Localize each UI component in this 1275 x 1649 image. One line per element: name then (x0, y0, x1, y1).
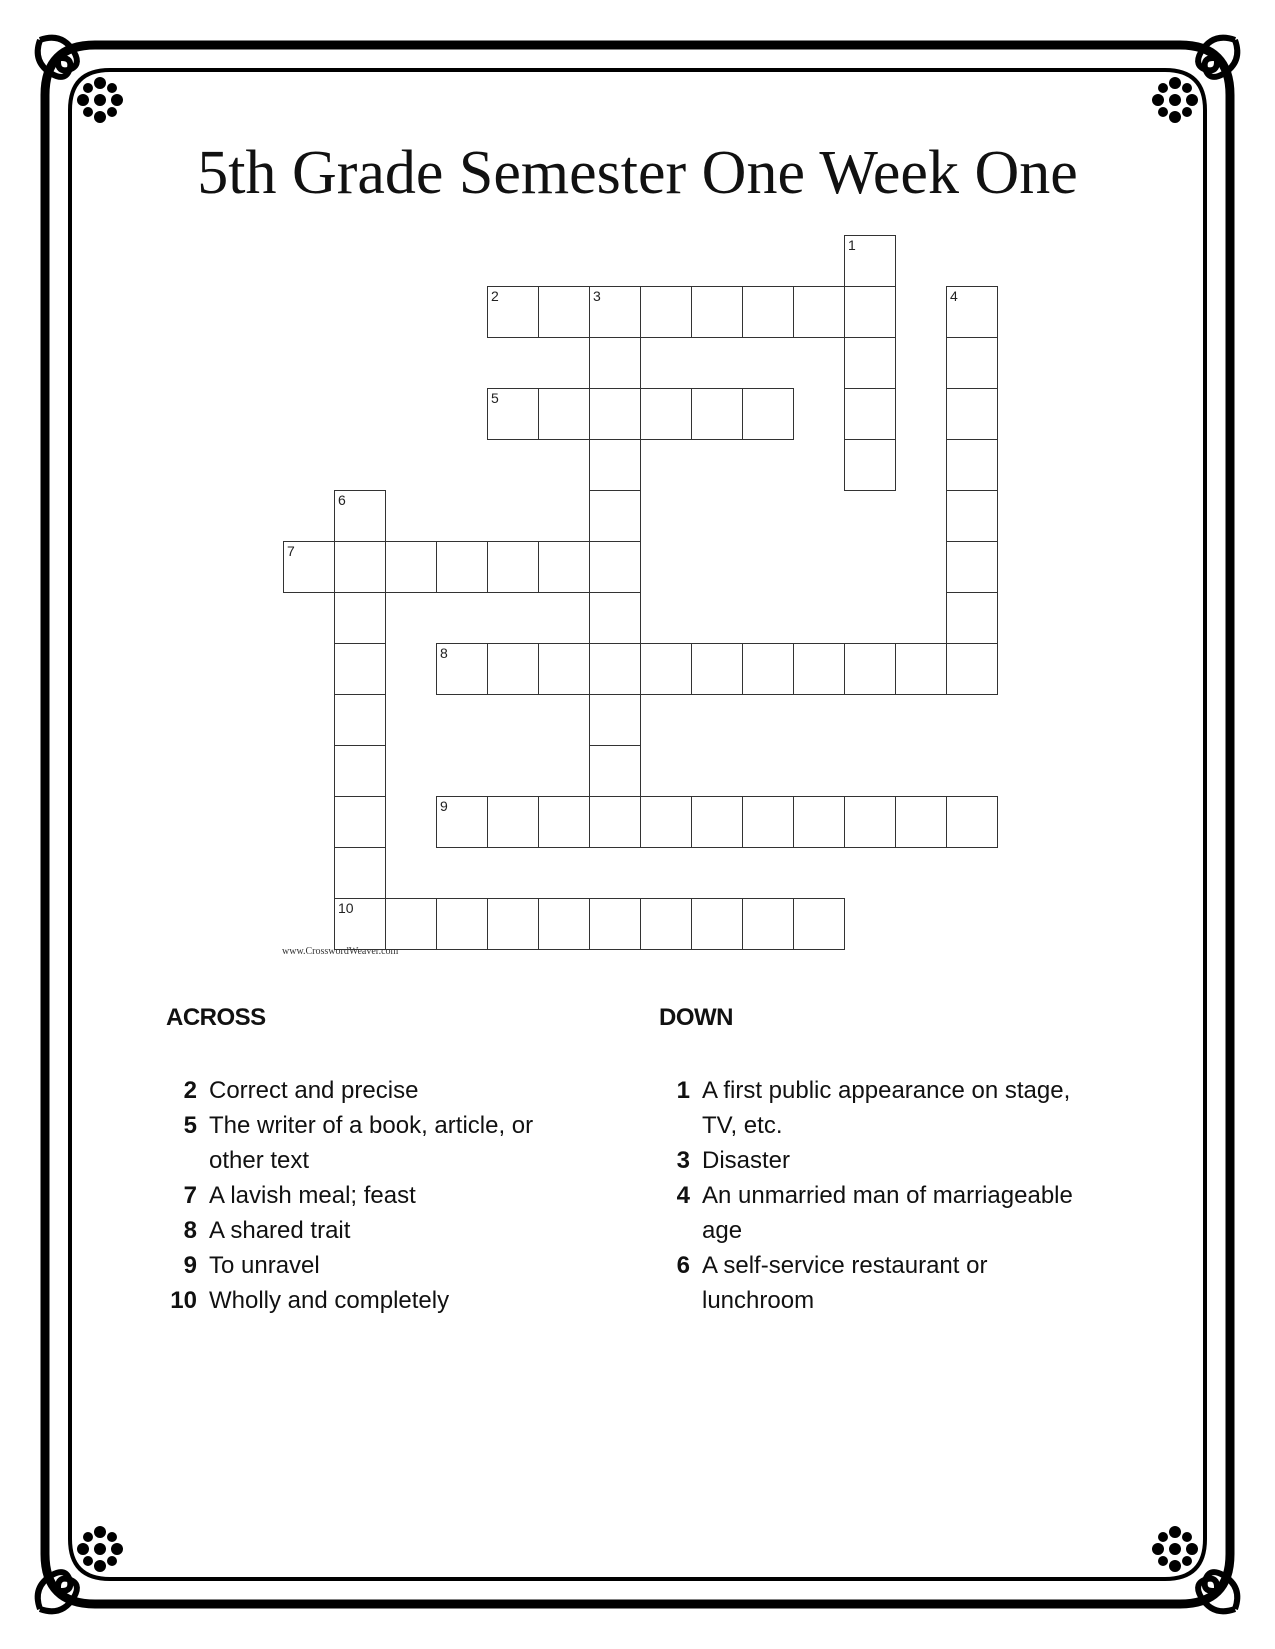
grid-cell[interactable] (844, 235, 896, 287)
grid-cell[interactable] (691, 643, 743, 695)
grid-cell[interactable] (946, 796, 998, 848)
grid-cell[interactable] (487, 286, 539, 338)
grid-cell[interactable] (385, 898, 437, 950)
grid-cell[interactable] (334, 694, 386, 746)
grid-cell[interactable] (538, 643, 590, 695)
clue-text: A first public appearance on stage, TV, etc. (702, 1077, 1071, 1139)
grid-cell[interactable] (691, 796, 743, 848)
grid-cell[interactable] (640, 286, 692, 338)
down-clue-list (655, 1073, 1075, 1318)
grid-cell[interactable] (589, 286, 641, 338)
grid-cell[interactable] (589, 592, 641, 644)
clue-number-label: 9 (440, 798, 448, 814)
grid-cell[interactable] (334, 898, 386, 950)
grid-cell[interactable] (946, 439, 998, 491)
grid-cell[interactable] (589, 643, 641, 695)
clue-number-label: 3 (593, 288, 601, 304)
grid-cell[interactable] (487, 541, 539, 593)
grid-cell[interactable] (589, 694, 641, 746)
grid-cell[interactable] (589, 337, 641, 389)
grid-cell[interactable] (844, 439, 896, 491)
clue-text: To unravel (209, 1252, 320, 1279)
grid-cell[interactable] (487, 643, 539, 695)
down-clue (655, 1143, 1075, 1178)
grid-cell[interactable] (691, 286, 743, 338)
grid-cell[interactable] (946, 337, 998, 389)
clue-number-label: 6 (338, 492, 346, 508)
clue-text: An unmarried man of marriageable age (702, 1182, 1073, 1244)
across-heading: ACROSS (166, 1004, 266, 1031)
across-clue (162, 1073, 582, 1108)
grid-cell[interactable] (436, 796, 488, 848)
grid-cell[interactable] (793, 286, 845, 338)
grid-cell[interactable] (487, 898, 539, 950)
clue-text: Wholly and completely (209, 1287, 450, 1314)
grid-cell[interactable] (538, 541, 590, 593)
clue-number: 7 (183, 1182, 197, 1209)
down-clue (655, 1248, 1075, 1318)
grid-cell[interactable] (946, 592, 998, 644)
grid-cell[interactable] (538, 286, 590, 338)
grid-cell[interactable] (946, 490, 998, 542)
grid-cell[interactable] (334, 847, 386, 899)
grid-cell[interactable] (946, 388, 998, 440)
grid-cell[interactable] (589, 541, 641, 593)
across-clue (162, 1178, 582, 1213)
clue-number: 3 (676, 1147, 690, 1174)
down-heading: DOWN (659, 1004, 733, 1031)
credit-text: www.CrosswordWeaver.com (282, 946, 399, 957)
grid-cell[interactable] (946, 643, 998, 695)
grid-cell[interactable] (589, 898, 641, 950)
clue-number: 5 (183, 1112, 197, 1139)
grid-cell[interactable] (640, 796, 692, 848)
grid-cell[interactable] (946, 286, 998, 338)
clue-number: 2 (183, 1077, 197, 1104)
grid-cell[interactable] (589, 745, 641, 797)
grid-cell[interactable] (742, 898, 794, 950)
across-clue (162, 1213, 582, 1248)
grid-cell[interactable] (691, 388, 743, 440)
grid-cell[interactable] (334, 796, 386, 848)
grid-cell[interactable] (589, 388, 641, 440)
clue-number-label: 4 (950, 288, 958, 304)
clue-number-label: 1 (848, 237, 856, 253)
grid-cell[interactable] (742, 388, 794, 440)
clue-text: Disaster (702, 1147, 791, 1174)
grid-cell[interactable] (538, 388, 590, 440)
grid-cell[interactable] (895, 796, 947, 848)
down-clue (655, 1073, 1075, 1143)
grid-cell[interactable] (589, 439, 641, 491)
grid-cell[interactable] (640, 643, 692, 695)
grid-cell[interactable] (844, 643, 896, 695)
grid-cell[interactable] (487, 796, 539, 848)
grid-cell[interactable] (844, 796, 896, 848)
clue-text: A self-service restaurant or lunchroom (702, 1252, 988, 1314)
clue-text: A shared trait (209, 1217, 351, 1244)
clue-text: A lavish meal; feast (209, 1182, 416, 1209)
grid-cell[interactable] (334, 643, 386, 695)
clue-number: 9 (183, 1252, 197, 1279)
clue-number: 6 (676, 1252, 690, 1279)
grid-cell[interactable] (436, 541, 488, 593)
clue-number-label: 8 (440, 645, 448, 661)
grid-cell[interactable] (334, 745, 386, 797)
grid-cell[interactable] (334, 541, 386, 593)
grid-cell[interactable] (385, 541, 437, 593)
across-clue (162, 1283, 582, 1318)
grid-cell[interactable] (844, 286, 896, 338)
page-title: 5th Grade Semester One Week One (197, 139, 1078, 207)
grid-cell[interactable] (844, 388, 896, 440)
grid-cell[interactable] (742, 643, 794, 695)
clue-text: The writer of a book, article, or other text (209, 1112, 534, 1174)
grid-cell[interactable] (589, 796, 641, 848)
grid-cell[interactable] (793, 898, 845, 950)
clue-number: 1 (676, 1077, 690, 1104)
clue-text: Correct and precise (209, 1077, 419, 1104)
down-clue (655, 1178, 1075, 1248)
grid-cell[interactable] (691, 898, 743, 950)
grid-cell[interactable] (742, 286, 794, 338)
grid-cell[interactable] (436, 898, 488, 950)
across-clue (162, 1108, 582, 1178)
grid-cell[interactable] (742, 796, 794, 848)
grid-cell[interactable] (640, 388, 692, 440)
grid-cell[interactable] (283, 541, 335, 593)
clue-number-label: 10 (338, 900, 354, 916)
grid-cell[interactable] (640, 898, 692, 950)
grid-cell[interactable] (946, 541, 998, 593)
grid-cell[interactable] (895, 643, 947, 695)
across-clue-list (162, 1073, 582, 1318)
grid-cell[interactable] (538, 796, 590, 848)
grid-cell[interactable] (793, 643, 845, 695)
grid-cell[interactable] (589, 490, 641, 542)
clue-number: 10 (170, 1287, 197, 1314)
clue-number: 4 (676, 1182, 690, 1209)
clue-number-label: 5 (491, 390, 499, 406)
grid-cell[interactable] (436, 643, 488, 695)
clue-number: 8 (183, 1217, 197, 1244)
grid-cell[interactable] (844, 337, 896, 389)
across-clue (162, 1248, 582, 1283)
grid-cell[interactable] (538, 898, 590, 950)
grid-cell[interactable] (334, 592, 386, 644)
clue-number-label: 7 (287, 543, 295, 559)
grid-cell[interactable] (793, 796, 845, 848)
grid-cell[interactable] (487, 388, 539, 440)
clue-number-label: 2 (491, 288, 499, 304)
grid-cell[interactable] (334, 490, 386, 542)
